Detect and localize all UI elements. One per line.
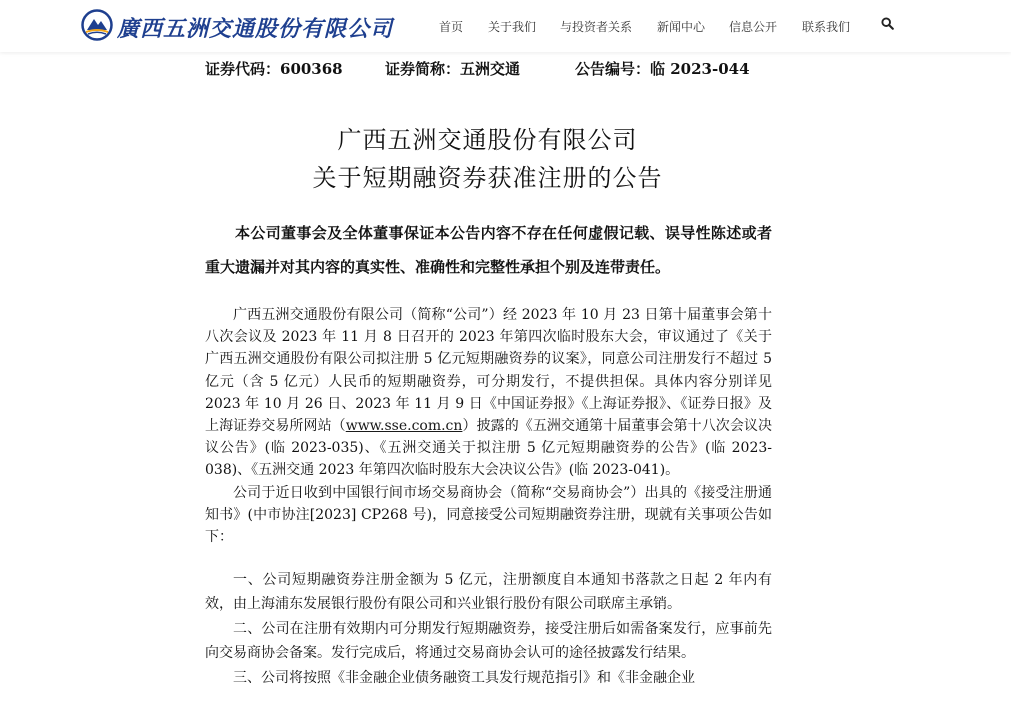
search-icon[interactable] — [881, 17, 894, 30]
paragraph-registration: 公司于近日收到中国银行间市场交易商协会（简称“交易商协会”）出具的《接受注册通知书》(中市协注[2023] CP268 号)，同意接受公司短期融资券注册，现就有关事项公告如下： — [205, 484, 772, 546]
logo-text: 廣西五洲交通股份有限公司 — [117, 16, 394, 42]
security-code: 证券代码：600368 — [205, 60, 343, 78]
site-header — [0, 0, 1011, 52]
matters-list — [205, 569, 772, 693]
security-short-name: 证券简称：五洲交通 — [385, 60, 521, 78]
board-statement: 本公司董事会及全体董事保证本公告内容不存在任何虚假记载、误导性陈述或者重大遗漏并对其内容的真实性、准确性和完整性承担个别及连带责任。 — [205, 224, 772, 276]
announcement-document — [0, 52, 1011, 724]
list-item: 二、公司在注册有效期内可分期发行短期融资券，接受注册后如需备案发行，应事前先向交易商协会备案。发行完成后，将通过交易商协会认可的途径披露发行结果。 — [205, 621, 772, 661]
announcement-number: 公告编号：临 2023-044 — [575, 60, 750, 78]
nav-disclosure[interactable]: 信息公开 — [729, 20, 778, 34]
body-paragraph-group — [205, 304, 772, 548]
paragraph-approval-text-end: ）披露的《五洲交通第十届董事会第十八次会议决议公告》(临 2023-035)、《五洲交通关于拟注册 5 亿元短期融资券的公告》(临 2023-038)、《五洲交通 2023 年第四次临时股东大会决议公告》(临 2023-041)。 — [205, 418, 772, 479]
nav-investors[interactable]: 与投资者关系 — [560, 20, 633, 34]
site-logo[interactable] — [81, 9, 394, 43]
nav-news[interactable]: 新闻中心 — [657, 20, 706, 34]
title-line-1: 广西五洲交通股份有限公司 — [337, 126, 638, 154]
nav-home[interactable]: 首页 — [439, 20, 464, 34]
title-line-2: 关于短期融资券获准注册的公告 — [312, 164, 663, 192]
nav-about[interactable]: 关于我们 — [488, 20, 537, 34]
logo-mark-icon — [81, 9, 113, 41]
list-item: 一、公司短期融资券注册金额为 5 亿元，注册额度自本通知书落款之日起 2 年内有效，由上海浦东发展银行股份有限公司和兴业银行股份有限公司联席主承销。 — [205, 572, 772, 612]
sse-website-link[interactable]: www.sse.com.cn — [345, 418, 463, 435]
paragraph-approval-text: 广西五洲交通股份有限公司（简称“公司”）经 2023 年 10 月 23 日第十届董事会第十八次会议及 2023 年 11 月 8 日召开的 2023 年第四次临时股东大会，审议通过了《关于广西五洲交通股份有限公司拟注册 5 亿元短期融资券的议案》，同意公司注册发行不超过 5 亿元（含 5 亿元）人民币的短期融资券，可分期发行，不提供担保。具体内容分别详见 2023 年 10 月 26 日、2023 年 11 月 9 日《中国证券报》《上海证券报》、《证券日报》及上海证券交易所网站（ — [205, 307, 772, 435]
paragraph-approval — [205, 304, 772, 482]
list-item: 三、公司将按照《非金融企业债务融资工具发行规范指引》和《非金融企业 — [233, 670, 695, 686]
nav-contact[interactable]: 联系我们 — [802, 20, 851, 34]
